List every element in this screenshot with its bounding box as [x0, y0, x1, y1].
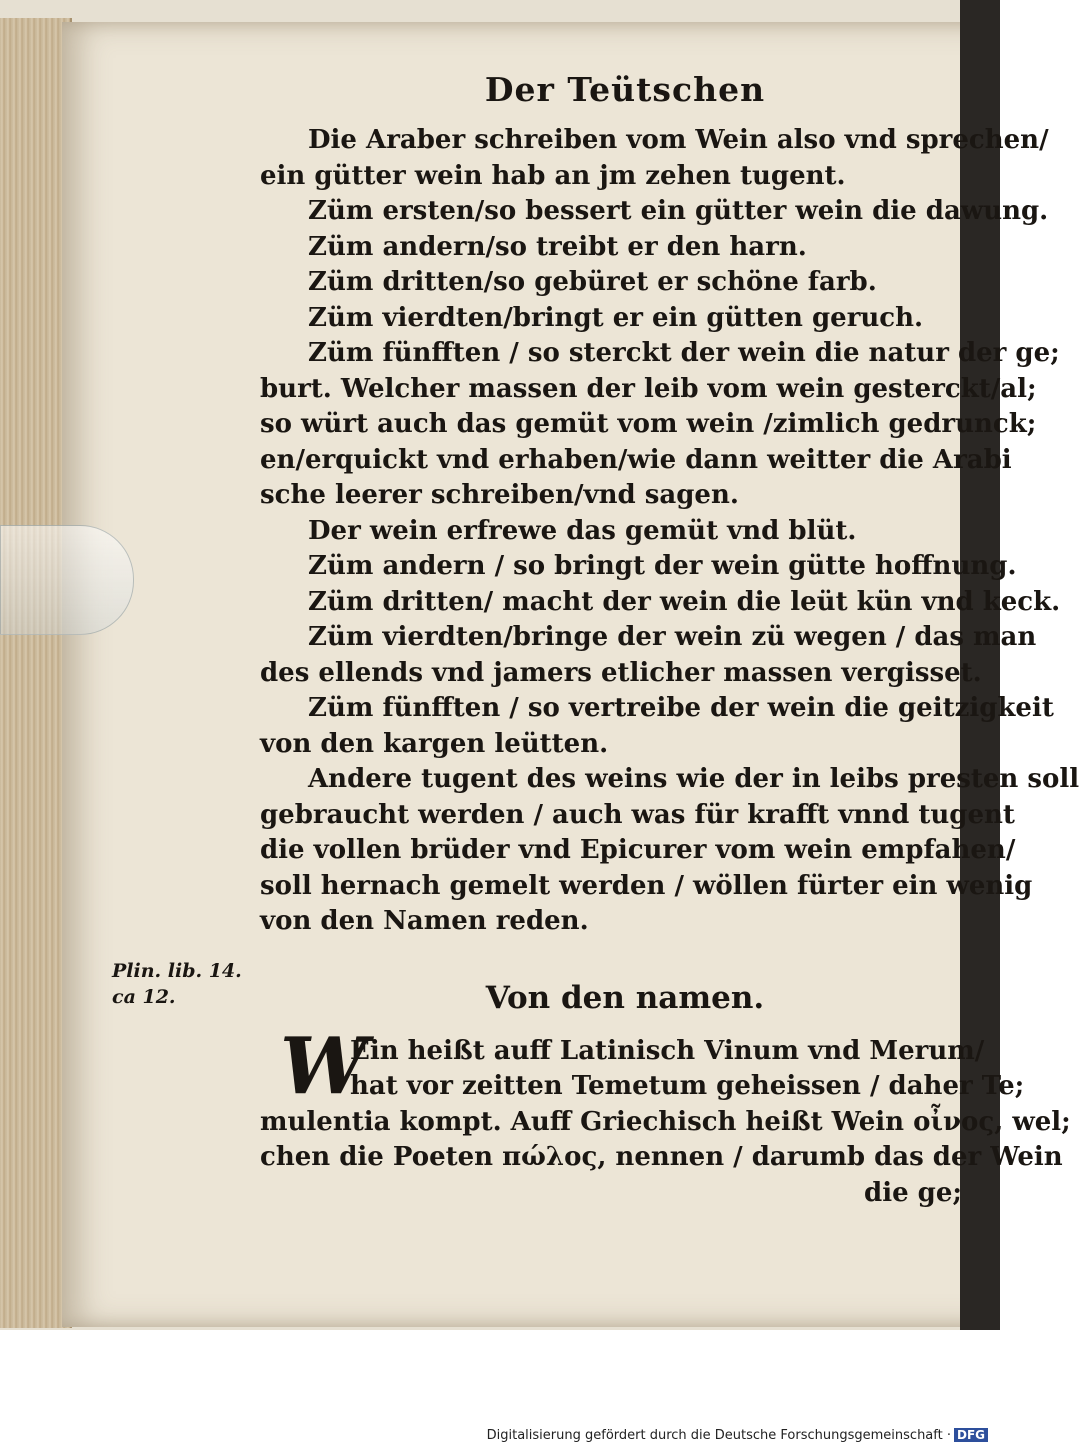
catchword: die ge;: [864, 1177, 962, 1208]
text-line: Züm ersten/so bessert ein gütter wein die dawung.: [308, 196, 1049, 226]
text-line: Der wein erfrewe das gemüt vnd blüt.: [308, 515, 857, 546]
page-text: [260, 62, 1079, 1211]
digitization-credit: [487, 1428, 988, 1443]
text-line: Züm fünfften / so sterckt der wein die natur der ge;: [308, 338, 1060, 368]
text-line: Züm vierdten/bringe der wein zü wegen / das man: [308, 622, 1037, 652]
text-line: Die Araber schreiben vom Wein also vnd sprechen/: [308, 125, 1049, 155]
text-line: von den Namen reden.: [260, 906, 589, 936]
margin-note: Plin. lib. 14. ca 12.: [112, 960, 242, 1008]
section-title: Von den namen.: [485, 979, 765, 1016]
text-line: so würt auch das gemüt vom wein /zimlich gedrunck;: [260, 409, 1037, 439]
text-line: gebraucht werden / auch was für krafft vnnd tugent: [260, 799, 1015, 830]
credit-text: Digitalisierung gefördert durch die Deutsche Forschungsgemeinschaft ·: [486, 1428, 951, 1443]
text-line: Andere tugent des weins wie der in leibs presten soll: [308, 764, 1079, 794]
page-clip: [0, 525, 134, 635]
section-body: [260, 1020, 1071, 1212]
text-line: chen die Poeten πώλος, nennen / darumb das der Wein: [260, 1142, 1063, 1172]
paragraph-other-virtues: [260, 762, 1079, 940]
text-line: en/erquickt vnd erhaben/wie dann weitter die Arabi: [260, 444, 1012, 475]
text-line: von den kargen leütten.: [260, 728, 609, 759]
text-line: des ellends vnd jamers etlicher massen vergisset.: [260, 657, 982, 688]
text-line: hat vor zeitten Temetum geheissen / daher Te;: [350, 1071, 1025, 1101]
text-line: Züm dritten/so gebüret er schöne farb.: [308, 267, 877, 297]
text-line: Züm andern/so treibt er den harn.: [308, 231, 807, 262]
text-line: Züm andern / so bringt der wein gütte hoffnung.: [308, 551, 1017, 581]
decorated-initial: W: [280, 1020, 368, 1112]
paragraph-arab-virtues: [260, 123, 1060, 514]
dfg-logo: DFG: [954, 1428, 988, 1442]
text-line: Züm fünfften / so vertreibe der wein die geitzigkeit: [308, 693, 1054, 723]
text-line: ein gütter wein hab an jm zehen tugent.: [260, 160, 846, 191]
paragraph-mind-virtues: [260, 514, 1061, 763]
text-line: mulentia kompt. Auff Griechisch heißt Wein οἶνος, wel;: [260, 1106, 1071, 1137]
text-line: Ein heißt auff Latinisch Vinum vnd Merum/: [350, 1035, 985, 1066]
text-line: burt. Welcher massen der leib vom wein gesterckt/al;: [260, 373, 1037, 404]
text-line: sche leerer schreiben/vnd sagen.: [260, 480, 739, 510]
text-line: soll hernach gemelt werden / wöllen fürter ein wenig: [260, 870, 1033, 901]
text-line: die vollen brüder vnd Epicurer vom wein empfahen/: [260, 835, 1016, 865]
text-line: Züm vierdten/bringt er ein gütten geruch.: [308, 302, 924, 333]
text-line: Züm dritten/ macht der wein die leüt kün vnd keck.: [308, 586, 1061, 617]
footer-strip: [0, 1330, 1000, 1451]
running-header: Der Teütschen: [484, 70, 766, 109]
